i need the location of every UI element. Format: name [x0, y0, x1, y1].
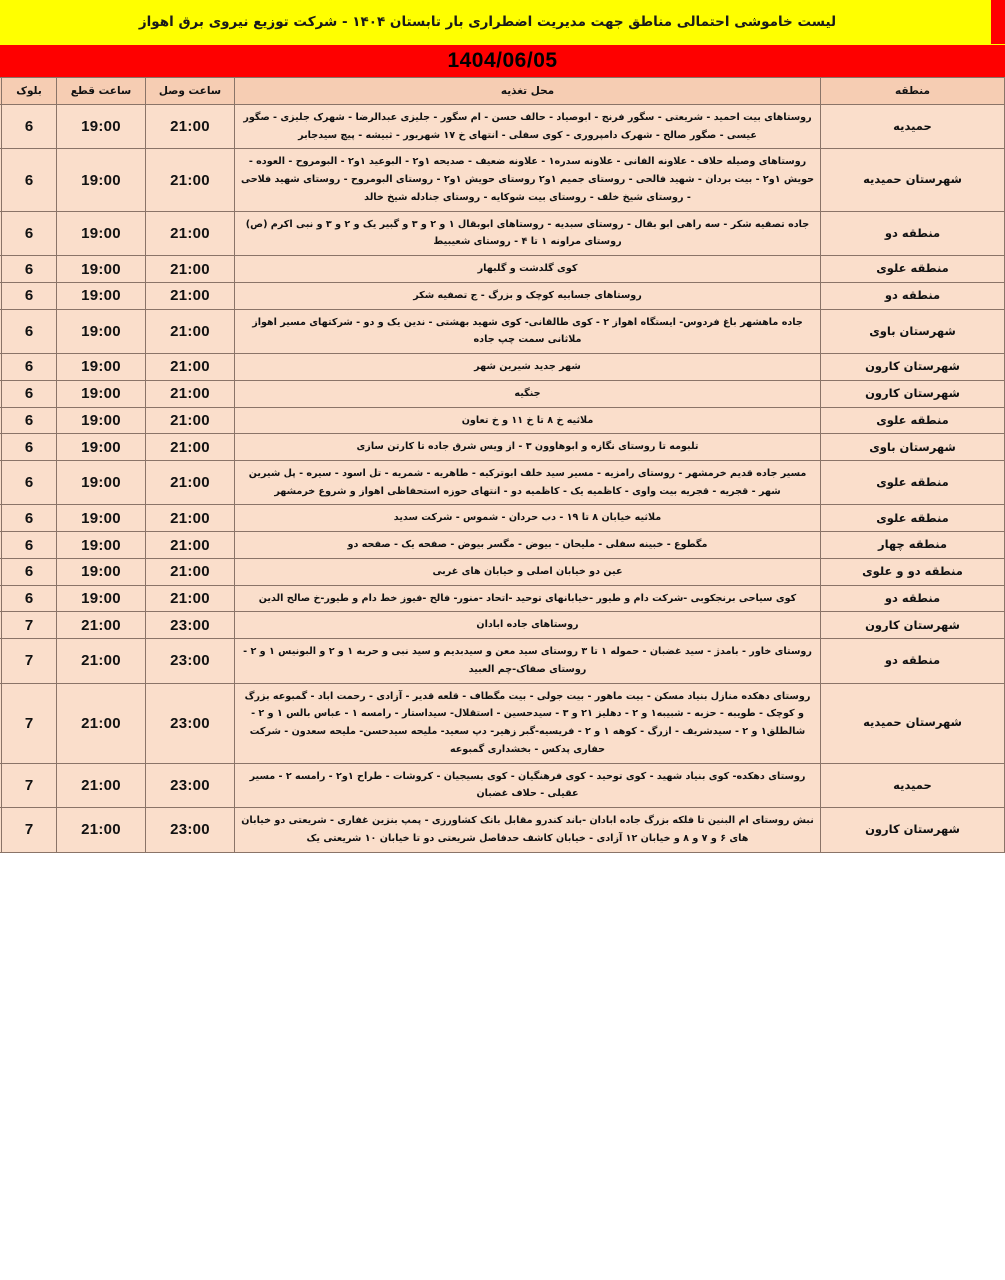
- cell-outage-time: 19:00: [57, 105, 146, 149]
- table-row: [0, 461, 1005, 505]
- title-banner: [0, 0, 1005, 45]
- table-row: [0, 354, 1005, 381]
- cell-outage-time: 19:00: [57, 149, 146, 211]
- cell-place: مگطوع - خبینه سفلی - ملیحان - بیوض - مگسر بیوض - صفحه یک - صفحه دو: [235, 532, 821, 559]
- cell-row-number: [0, 434, 2, 461]
- table-row: [0, 763, 1005, 807]
- cell-restore-time: 23:00: [146, 639, 235, 683]
- cell-place: روستاهای جاده ابادان: [235, 612, 821, 639]
- cell-block: 6: [2, 211, 57, 255]
- cell-region: شهرستان کارون: [821, 354, 1005, 381]
- cell-row-number: [0, 763, 2, 807]
- cell-place: جاده تصفیه شکر - سه راهی ابو بقال - روستای سبدیه - روستاهای ابوبقال ۱ و ۲ و ۳ و گبیر یک و ۲ و ۳ و نبی اکرم (ص) روستای مراونه ۱ تا ۴ - روستای شعیبیط: [235, 211, 821, 255]
- cell-region: منطقه دو: [821, 639, 1005, 683]
- table-row: [0, 407, 1005, 434]
- cell-restore-time: 21:00: [146, 282, 235, 309]
- cell-row-number: [0, 505, 2, 532]
- cell-place: روستای دهکده- کوی بنیاد شهید - کوی توحید - کوی فرهنگیان - کوی بسیجیان - کروشات - طراح ۱و۲ - رامسه ۲ - مسیر عقیلی - حلاف غضبان: [235, 763, 821, 807]
- cell-place: ملاثیه خیابان ۸ تا ۱۹ - دب حردان - شموس - شرکت سدید: [235, 505, 821, 532]
- table-row: [0, 683, 1005, 763]
- table-row: [0, 612, 1005, 639]
- cell-restore-time: 21:00: [146, 461, 235, 505]
- cell-row-number: [0, 282, 2, 309]
- table-row: [0, 434, 1005, 461]
- cell-place: روستاهای جسابیه کوچک و بزرگ - ج تصفیه شکر: [235, 282, 821, 309]
- cell-row-number: [0, 461, 2, 505]
- table-row: [0, 808, 1005, 852]
- cell-restore-time: 21:00: [146, 211, 235, 255]
- cell-place: جاده ماهشهر باغ فردوس- ایستگاه اهواز ۲ - کوی طالقانی- کوی شهید بهشتی - ندین یک و دو - شرکتهای مسیر اهواز ملاثانی سمت چپ جاده: [235, 309, 821, 353]
- cell-block: 7: [2, 612, 57, 639]
- table-row: [0, 149, 1005, 211]
- cell-row-number: [0, 256, 2, 283]
- cell-place: مسیر جاده قدیم خرمشهر - روستای رامزیه - مسیر سید خلف ابوترکیه - طاهریه - شمریه - تل اسود - سیره - پل شیرین شهر - قجریه - قجریه بیت واوی - کاظمیه یک - کاظمیه دو - انتهای حوزه استحفاظی اهواز و شروع خرمشهر: [235, 461, 821, 505]
- cell-restore-time: 21:00: [146, 558, 235, 585]
- cell-region: منطقه دو: [821, 282, 1005, 309]
- title-banner-corner-accent: [991, 0, 1005, 44]
- cell-block: 6: [2, 407, 57, 434]
- cell-place: کوی گلدشت و گلبهار: [235, 256, 821, 283]
- cell-place: روستای دهکده منازل بنیاد مسکن - بیت ماهور - بیت جولی - بیت مگطاف - قلعه قدیر - آزادی - رحمت اباد - گمبوعه بزرگ و کوچک - طویبه - حزبه - شبیبه۱ و ۲ - دهلیز ۲۱ و ۳ - سیدحسین - استقلال- سیداستار - رامسه ۱ - عباس بالس ۱ و ۲ - شالطلق۱ و ۲ - سیدشریف - ازرگ - کوهه ۱ و ۲ - فریسیه-گبر زهیر- دپ سعید- ملیحه سیدحسن- ملیحه سعدون - شرکت حفاری پدکس - بخشداری گمبوعه: [235, 683, 821, 763]
- column-header-row-number: [0, 78, 2, 105]
- cell-outage-time: 19:00: [57, 532, 146, 559]
- cell-place: نبش روستای ام البنین تا فلکه بزرگ جاده ابادان -باند کندرو مقابل بانک کشاورزی - پمپ بنزین غفاری - شریعتی دو خیابان های ۶ و ۷ و ۸ و خیابان ۱۲ آزادی - خیابان کاشف حدفاصل شریعتی دو تا خیابان ۱۰ شریعتی یک: [235, 808, 821, 852]
- cell-row-number: [0, 211, 2, 255]
- cell-outage-time: 19:00: [57, 407, 146, 434]
- cell-restore-time: 21:00: [146, 354, 235, 381]
- table-row: [0, 505, 1005, 532]
- cell-block: 6: [2, 558, 57, 585]
- cell-place: روستای خاور - بامدژ - سید غضبان - حموله ۱ تا ۳ روستای سید معن و سیدبدیم و سید نبی و حربه ۱ و ۲ و البونیس ۱ و ۲ - روستای صفاک-چم العبید: [235, 639, 821, 683]
- table-row: [0, 211, 1005, 255]
- cell-place: تلبومه تا روستای نگازه و ابوهاوون ۳ - از ویس شرق جاده تا کارتن سازی: [235, 434, 821, 461]
- table-row: [0, 380, 1005, 407]
- cell-restore-time: 21:00: [146, 532, 235, 559]
- cell-outage-time: 21:00: [57, 683, 146, 763]
- cell-restore-time: 21:00: [146, 309, 235, 353]
- cell-outage-time: 19:00: [57, 585, 146, 612]
- cell-block: 6: [2, 105, 57, 149]
- cell-block: 7: [2, 808, 57, 852]
- table-row: [0, 309, 1005, 353]
- cell-row-number: [0, 612, 2, 639]
- cell-restore-time: 21:00: [146, 434, 235, 461]
- table-row: [0, 105, 1005, 149]
- cell-place: شهر جدید شیرین شهر: [235, 354, 821, 381]
- cell-region: منطقه دو: [821, 211, 1005, 255]
- cell-outage-time: 19:00: [57, 256, 146, 283]
- cell-row-number: [0, 558, 2, 585]
- cell-region: منطقه دو و علوی: [821, 558, 1005, 585]
- table-row: [0, 256, 1005, 283]
- cell-row-number: [0, 585, 2, 612]
- cell-block: 6: [2, 256, 57, 283]
- cell-region: منطقه چهار: [821, 532, 1005, 559]
- cell-outage-time: 19:00: [57, 558, 146, 585]
- cell-outage-time: 19:00: [57, 434, 146, 461]
- cell-row-number: [0, 683, 2, 763]
- cell-block: 6: [2, 461, 57, 505]
- cell-outage-time: 19:00: [57, 505, 146, 532]
- table-header: [0, 78, 1005, 105]
- cell-block: 6: [2, 354, 57, 381]
- cell-outage-time: 21:00: [57, 808, 146, 852]
- cell-row-number: [0, 639, 2, 683]
- cell-place: روستاهای وصیله حلاف - علاونه الفانی - علاونه سدره۱ - علاونه ضعیف - صدیحه ۱و۲ - البوعید ۱و۲ - البومروح - العوده - حویش ۱و۲ - بیت بردان - شهید فالحی - روستای جمیم ۱و۲ روستای حویش ۱و۲ - روستای البومروح - روستای شهید فلاحی - روستای شیخ خلف - روستای بیت شوکایه - روستای جنادله شیخ خالد: [235, 149, 821, 211]
- cell-block: 6: [2, 434, 57, 461]
- cell-outage-time: 19:00: [57, 461, 146, 505]
- cell-region: حمیدیه: [821, 105, 1005, 149]
- table-row: [0, 532, 1005, 559]
- cell-restore-time: 21:00: [146, 149, 235, 211]
- column-header-outage-time: ساعت قطع: [57, 78, 146, 105]
- cell-place: روستاهای بیت احمید - شریعتی - سگور فرنج - ابوصیاد - حالف حسن - ام سگور - جلیزی عبدالرضا - شهرک جلیزی - صگور عیسی - صگور صالح - شهرک دامپروری - کوی سفلی - انتهای خ ۱۷ شهریور - ثبیشه - پیچ سیدجابر: [235, 105, 821, 149]
- cell-restore-time: 21:00: [146, 380, 235, 407]
- cell-region: شهرستان حمیدیه: [821, 149, 1005, 211]
- cell-region: منطقه علوی: [821, 256, 1005, 283]
- cell-region: شهرستان کارون: [821, 808, 1005, 852]
- cell-region: منطقه علوی: [821, 505, 1005, 532]
- cell-block: 6: [2, 309, 57, 353]
- cell-region: منطقه دو: [821, 585, 1005, 612]
- column-header-restore-time: ساعت وصل: [146, 78, 235, 105]
- cell-outage-time: 19:00: [57, 309, 146, 353]
- cell-block: 6: [2, 505, 57, 532]
- cell-block: 6: [2, 380, 57, 407]
- table-row: [0, 282, 1005, 309]
- table-header-row: [0, 78, 1005, 105]
- cell-row-number: [0, 149, 2, 211]
- cell-place: عین دو خیابان اصلی و خیابان های غربی: [235, 558, 821, 585]
- page-title: لیست خاموشی احتمالی مناطق جهت مدیریت اضطراری بار تابستان ۱۴۰۴ - شرکت توزیع نیروی برق اهواز: [138, 14, 837, 30]
- cell-region: شهرستان کارون: [821, 380, 1005, 407]
- cell-row-number: [0, 105, 2, 149]
- cell-restore-time: 21:00: [146, 105, 235, 149]
- cell-restore-time: 21:00: [146, 256, 235, 283]
- cell-restore-time: 21:00: [146, 407, 235, 434]
- cell-outage-time: 19:00: [57, 211, 146, 255]
- cell-restore-time: 23:00: [146, 763, 235, 807]
- cell-region: حمیدیه: [821, 763, 1005, 807]
- cell-block: 7: [2, 683, 57, 763]
- column-header-block: بلوک: [2, 78, 57, 105]
- cell-block: 6: [2, 585, 57, 612]
- cell-block: 7: [2, 763, 57, 807]
- cell-region: شهرستان حمیدیه: [821, 683, 1005, 763]
- cell-outage-time: 19:00: [57, 282, 146, 309]
- cell-place: ملاثیه خ ۸ تا خ ۱۱ و خ تعاون: [235, 407, 821, 434]
- cell-row-number: [0, 532, 2, 559]
- cell-block: 6: [2, 149, 57, 211]
- cell-restore-time: 21:00: [146, 585, 235, 612]
- cell-region: منطقه علوی: [821, 461, 1005, 505]
- table-row: [0, 639, 1005, 683]
- cell-region: شهرستان باوی: [821, 434, 1005, 461]
- cell-outage-time: 21:00: [57, 763, 146, 807]
- cell-region: منطقه علوی: [821, 407, 1005, 434]
- cell-restore-time: 21:00: [146, 505, 235, 532]
- cell-outage-time: 21:00: [57, 639, 146, 683]
- cell-region: شهرستان کارون: [821, 612, 1005, 639]
- column-header-place: محل تغذیه: [235, 78, 821, 105]
- cell-row-number: [0, 380, 2, 407]
- cell-outage-time: 19:00: [57, 380, 146, 407]
- table-row: [0, 585, 1005, 612]
- cell-block: 7: [2, 639, 57, 683]
- outage-table: [0, 77, 1005, 853]
- table-body: [0, 105, 1005, 853]
- cell-place: جنگیه: [235, 380, 821, 407]
- column-header-region: منطقه: [821, 78, 1005, 105]
- cell-block: 6: [2, 282, 57, 309]
- cell-row-number: [0, 354, 2, 381]
- table-row: [0, 558, 1005, 585]
- cell-outage-time: 21:00: [57, 612, 146, 639]
- cell-place: کوی سیاحی برنجکوبی -شرکت دام و طیور -خیابانهای توحید -اتحاد -منور- فالح -فیوز خط دام و طیور-خ صالح الدین: [235, 585, 821, 612]
- cell-row-number: [0, 808, 2, 852]
- date-banner: [0, 45, 1005, 77]
- cell-block: 6: [2, 532, 57, 559]
- cell-restore-time: 23:00: [146, 683, 235, 763]
- cell-region: شهرستان باوی: [821, 309, 1005, 353]
- cell-row-number: [0, 309, 2, 353]
- cell-outage-time: 19:00: [57, 354, 146, 381]
- cell-restore-time: 23:00: [146, 808, 235, 852]
- cell-restore-time: 23:00: [146, 612, 235, 639]
- cell-row-number: [0, 407, 2, 434]
- schedule-date: 1404/06/05: [447, 49, 558, 72]
